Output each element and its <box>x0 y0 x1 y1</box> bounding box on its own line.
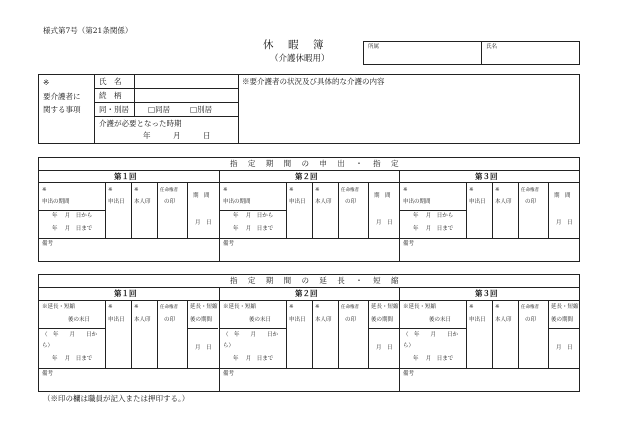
column-divider <box>492 300 493 368</box>
after-label: 延長・短縮 <box>190 304 218 310</box>
approver-seal-label: の印 <box>525 199 537 205</box>
after-label: 延長・短縮 <box>551 304 579 310</box>
care-start-date: 年 月 日 <box>143 131 211 140</box>
column-divider <box>131 300 132 368</box>
approver-seal-label: の印 <box>164 199 176 205</box>
column-divider <box>157 300 158 368</box>
column-divider <box>492 182 493 238</box>
row-divider <box>219 210 286 211</box>
period-until[interactable]: 年 月 日まで <box>233 226 274 232</box>
column-divider <box>368 182 369 238</box>
footnote: （※印の欄は職員が記入または押印する。） <box>43 394 190 403</box>
column-divider <box>466 182 467 238</box>
round-label: 第１回 <box>114 289 137 298</box>
cohabiting-checkbox[interactable]: □同居 <box>148 105 171 114</box>
after-days[interactable]: 月 日 <box>376 345 393 351</box>
remarks-label: 備考 <box>42 241 54 247</box>
period-mark: ※ <box>223 187 228 193</box>
ext-from-2[interactable]: ら） <box>223 343 235 349</box>
column-divider <box>286 300 287 368</box>
designated-period-label: 期 間 <box>374 193 391 199</box>
seal-label: 本人印 <box>495 199 512 205</box>
column-divider <box>548 182 549 238</box>
designated-period-label: 期 間 <box>554 193 571 199</box>
row-divider <box>219 328 286 329</box>
date-label: 申出日 <box>289 199 306 205</box>
care-start-label: 介護が必要となった時期 <box>99 119 182 128</box>
period-from[interactable]: 年 月 日から <box>233 213 274 219</box>
round-label: 第２回 <box>295 172 318 181</box>
care-condition-note: ※要介護者の状況及び具体的な介護の内容 <box>242 77 385 86</box>
department-field[interactable]: 所属 <box>368 44 380 50</box>
row-divider <box>399 328 466 329</box>
ext-from-2[interactable]: ら） <box>403 343 415 349</box>
column-divider <box>187 300 188 368</box>
recipient-section-label: 要介護者に <box>43 92 81 101</box>
period-mark: ※ <box>403 187 408 193</box>
ext-until[interactable]: 年 月 日まで <box>52 356 93 362</box>
row-divider <box>368 328 399 329</box>
round-label: 第１回 <box>114 172 137 181</box>
designated-days[interactable]: 月 日 <box>556 220 573 226</box>
form-number: 様式第7号（第21条関係） <box>43 26 133 35</box>
seal-mark: ※ <box>134 304 139 310</box>
round-label: 第３回 <box>475 289 498 298</box>
column-divider <box>466 300 467 368</box>
column-divider <box>338 182 339 238</box>
page-subtitle: （介護休暇用） <box>270 54 330 64</box>
column-divider <box>518 182 519 238</box>
row-divider <box>548 328 580 329</box>
approver-seal-label: の印 <box>345 199 357 205</box>
approver-label: 任命権者 <box>341 188 359 193</box>
application-heading: 指 定 期 間 の 申 出 ・ 指 定 <box>230 159 403 168</box>
designated-period-label: 期 間 <box>193 193 210 199</box>
period-label: 申出の期間 <box>42 199 70 205</box>
name-field[interactable]: 氏名 <box>486 44 498 50</box>
extension-heading: 指 定 期 間 の 延 長 ・ 短 縮 <box>230 276 403 285</box>
relationship-label: 続 柄 <box>99 91 122 100</box>
column-divider <box>518 300 519 368</box>
approver-seal-label: の印 <box>164 317 176 323</box>
residence-label: 同・別居 <box>99 105 129 114</box>
seal-mark: ※ <box>134 187 139 193</box>
column-divider <box>312 182 313 238</box>
date-mark: ※ <box>108 187 113 193</box>
recipient-mark: ※ <box>43 78 50 87</box>
row-divider <box>399 210 466 211</box>
approver-seal-label: の印 <box>345 317 357 323</box>
designated-days[interactable]: 月 日 <box>195 220 212 226</box>
approver-label: 任命権者 <box>160 188 178 193</box>
column-divider <box>157 182 158 238</box>
ext-from[interactable]: （ 年 月 日か <box>42 332 98 338</box>
period-from[interactable]: 年 月 日から <box>52 213 93 219</box>
after-label-2: 後の期間 <box>551 317 574 323</box>
ext-label: ※延長・短縮 <box>42 304 76 310</box>
ext-label: ※延長・短縮 <box>403 304 437 310</box>
period-mark: ※ <box>42 187 47 193</box>
page-title: 休 暇 簿 <box>263 39 326 51</box>
remarks-label: 備考 <box>223 241 235 247</box>
period-until[interactable]: 年 月 日まで <box>413 226 454 232</box>
date-label: 申出日 <box>289 317 306 323</box>
seal-label: 本人印 <box>134 199 151 205</box>
approver-label: 任命権者 <box>521 305 539 310</box>
row-divider <box>38 328 105 329</box>
date-mark: ※ <box>108 304 113 310</box>
date-label: 申出日 <box>108 317 125 323</box>
ext-label: ※延長・短縮 <box>223 304 257 310</box>
column-divider <box>548 300 549 368</box>
separate-checkbox[interactable]: □別居 <box>190 105 213 114</box>
seal-mark: ※ <box>315 304 320 310</box>
row-divider <box>187 328 218 329</box>
remarks-label: 備考 <box>403 371 415 377</box>
ext-from-2[interactable]: ら） <box>42 343 54 349</box>
column-divider <box>286 182 287 238</box>
after-label-2: 後の期間 <box>190 317 213 323</box>
period-label: 申出の期間 <box>223 199 251 205</box>
employee-header-box <box>363 41 580 65</box>
after-days[interactable]: 月 日 <box>556 345 573 351</box>
period-from[interactable]: 年 月 日から <box>413 213 454 219</box>
seal-label: 本人印 <box>315 199 332 205</box>
after-label: 延長・短縮 <box>371 304 399 310</box>
seal-label: 本人印 <box>315 317 332 323</box>
date-mark: ※ <box>289 187 294 193</box>
seal-label: 本人印 <box>134 317 151 323</box>
ext-until[interactable]: 年 月 日まで <box>413 356 454 362</box>
ext-from[interactable]: （ 年 月 日か <box>223 332 279 338</box>
column-divider <box>368 300 369 368</box>
ext-label-2: 後の末日 <box>249 317 272 323</box>
approver-label: 任命権者 <box>160 305 178 310</box>
ext-label-2: 後の末日 <box>429 317 452 323</box>
ext-until[interactable]: 年 月 日まで <box>233 356 274 362</box>
remarks-label: 備考 <box>42 371 54 377</box>
seal-mark: ※ <box>495 304 500 310</box>
after-days[interactable]: 月 日 <box>195 345 212 351</box>
approver-label: 任命権者 <box>341 305 359 310</box>
date-mark: ※ <box>469 187 474 193</box>
date-label: 申出日 <box>469 199 486 205</box>
column-divider <box>105 300 106 368</box>
after-label-2: 後の期間 <box>371 317 394 323</box>
ext-label-2: 後の末日 <box>68 317 91 323</box>
period-label: 申出の期間 <box>403 199 431 205</box>
designated-days[interactable]: 月 日 <box>376 220 393 226</box>
approver-seal-label: の印 <box>525 317 537 323</box>
date-mark: ※ <box>469 304 474 310</box>
column-divider <box>312 300 313 368</box>
round-label: 第２回 <box>295 289 318 298</box>
remarks-label: 備考 <box>223 371 235 377</box>
ext-from[interactable]: （ 年 月 日か <box>403 332 459 338</box>
seal-mark: ※ <box>315 187 320 193</box>
round-label: 第３回 <box>475 172 498 181</box>
date-label: 申出日 <box>108 199 125 205</box>
period-until[interactable]: 年 月 日まで <box>52 226 93 232</box>
row-divider <box>38 210 105 211</box>
date-label: 申出日 <box>469 317 486 323</box>
approver-label: 任命権者 <box>521 188 539 193</box>
seal-mark: ※ <box>495 187 500 193</box>
column-divider <box>131 182 132 238</box>
date-mark: ※ <box>289 304 294 310</box>
recipient-section-label-2: 関する事項 <box>43 105 81 114</box>
column-divider <box>338 300 339 368</box>
seal-label: 本人印 <box>495 317 512 323</box>
recipient-name-label: 氏 名 <box>99 77 122 86</box>
column-divider <box>187 182 188 238</box>
column-divider <box>105 182 106 238</box>
remarks-label: 備考 <box>403 241 415 247</box>
